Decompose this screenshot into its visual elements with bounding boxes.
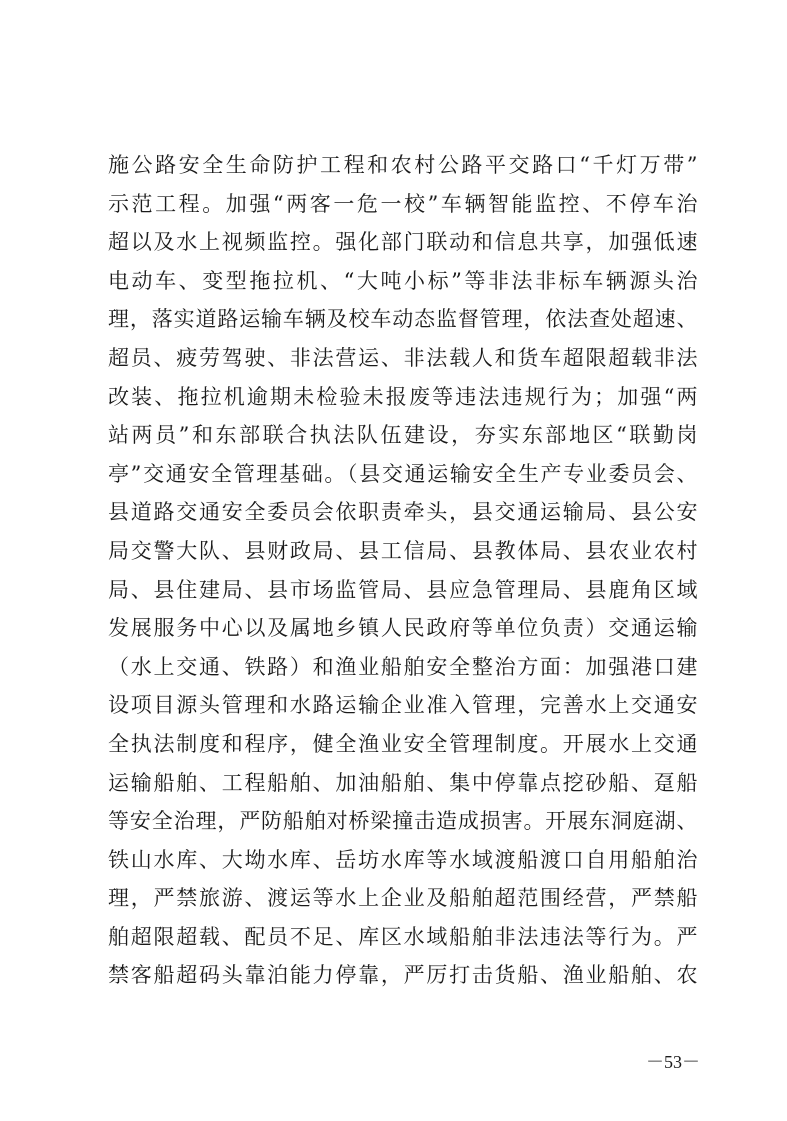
text-line: 禁客船超码头靠泊能力停靠，严厉打击货船、渔业船舶、农 bbox=[108, 963, 698, 988]
text-line: 设项目源头管理和水路运输企业准入管理，完善水上交通安 bbox=[108, 693, 698, 718]
text-line: 发展服务中心以及属地乡镇人民政府等单位负责）交通运输 bbox=[108, 616, 698, 641]
text-line: 县道路交通安全委员会依职责牵头，县交通运输局、县公安 bbox=[108, 500, 698, 525]
page-number: －53－ bbox=[646, 1052, 700, 1072]
text-line: 局交警大队、县财政局、县工信局、县教体局、县农业农村 bbox=[108, 538, 698, 563]
text-line: 等安全治理，严防船舶对桥梁撞击造成损害。开展东洞庭湖、 bbox=[108, 809, 698, 834]
text-line: 站两员”和东部联合执法队伍建设，夯实东部地区“联勤岗 bbox=[108, 423, 698, 448]
text-line: 运输船舶、工程船舶、加油船舶、集中停靠点挖砂船、趸船 bbox=[108, 770, 698, 795]
text-line: 超员、疲劳驾驶、非法营运、非法载人和货车超限超载非法 bbox=[108, 345, 698, 370]
text-line: 电动车、变型拖拉机、“大吨小标”等非法非标车辆源头治 bbox=[108, 268, 698, 293]
text-line: 理，落实道路运输车辆及校车动态监督管理，依法查处超速、 bbox=[108, 307, 698, 332]
text-line: 舶超限超载、配员不足、库区水域船舶非法违法等行为。严 bbox=[108, 924, 698, 949]
text-line: 超以及水上视频监控。强化部门联动和信息共享，加强低速 bbox=[108, 230, 698, 255]
text-line: 改装、拖拉机逾期未检验未报废等违法违规行为；加强“两 bbox=[108, 384, 698, 409]
text-line: （水上交通、铁路）和渔业船舶安全整治方面：加强港口建 bbox=[108, 654, 698, 679]
body-text bbox=[108, 146, 698, 995]
text-line: 施公路安全生命防护工程和农村公路平交路口“千灯万带” bbox=[108, 153, 698, 177]
text-line: 示范工程。加强“两客一危一校”车辆智能监控、不停车治 bbox=[108, 191, 698, 216]
text-line: 铁山水库、大坳水库、岳坊水库等水域渡船渡口自用船舶治 bbox=[108, 847, 698, 872]
text-line: 局、县住建局、县市场监管局、县应急管理局、县鹿角区域 bbox=[108, 577, 698, 602]
text-line: 全执法制度和程序，健全渔业安全管理制度。开展水上交通 bbox=[108, 731, 698, 756]
text-line: 亭”交通安全管理基础。（县交通运输安全生产专业委员会、 bbox=[108, 461, 698, 486]
text-line: 理，严禁旅游、渡运等水上企业及船舶超范围经营，严禁船 bbox=[108, 886, 698, 911]
